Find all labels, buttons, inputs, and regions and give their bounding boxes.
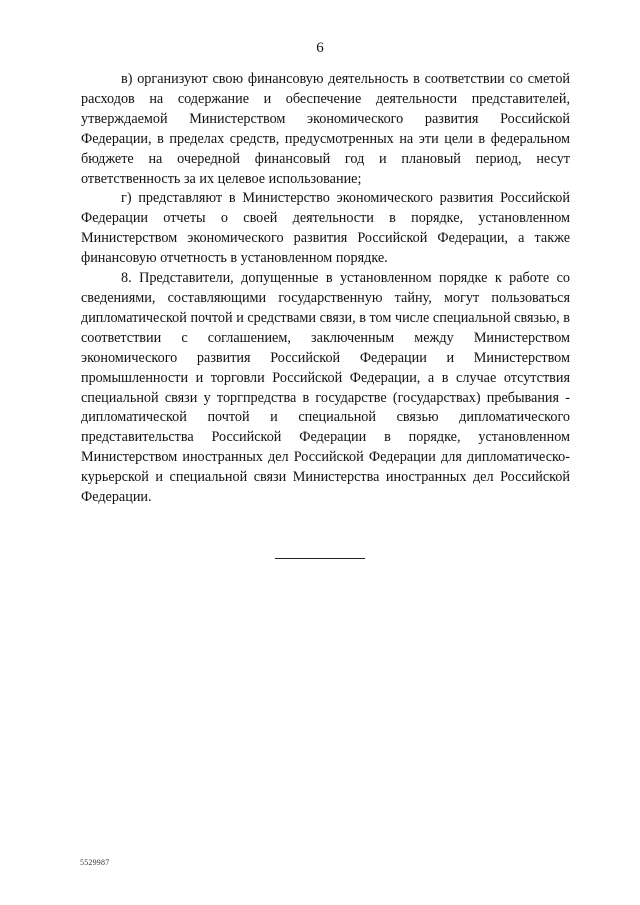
document-id: 5529987 bbox=[80, 858, 110, 867]
paragraph-g: г) представляют в Министерство экономического развития Российской Федерации отчеты о своей деятельности в порядке, установленном Министерством экономического развития Российской Федерации, а также финансовую отчетность в установленном порядке. bbox=[81, 190, 570, 267]
page-number: 6 bbox=[316, 40, 324, 56]
end-divider bbox=[275, 558, 365, 559]
document-body bbox=[81, 70, 570, 508]
paragraph-v: в) организуют свою финансовую деятельность в соответствии со сметой расходов на содержание и обеспечение деятельности представителей, утверждаемой Министерством экономического развития Российской Федерации, в пределах средств, предусмотренных на эти цели в федеральном бюджете на очередной финансовый год и плановый период, несут ответственность за их целевое использование; bbox=[81, 71, 570, 187]
paragraph-8: 8. Представители, допущенные в установленном порядке к работе со сведениями, составляющими государственную тайну, могут пользоваться дипломатической почтой и средствами связи, в том числе специальной связью, в соответствии с соглашением, заключенным между Министерством экономического развития Российской Федерации и Министерством промышленности и торговли Российской Федерации, а в случае отсутствия специальной связи у торгпредства в государстве (государствах) пребывания - дипломатической почтой и специальной связью дипломатического представительства Российской Федерации в порядке, установленном Министерством иностранных дел Российской Федерации для дипломатическо-курьерской и специальной связи Министерства иностранных дел Российской Федерации. bbox=[81, 270, 570, 506]
